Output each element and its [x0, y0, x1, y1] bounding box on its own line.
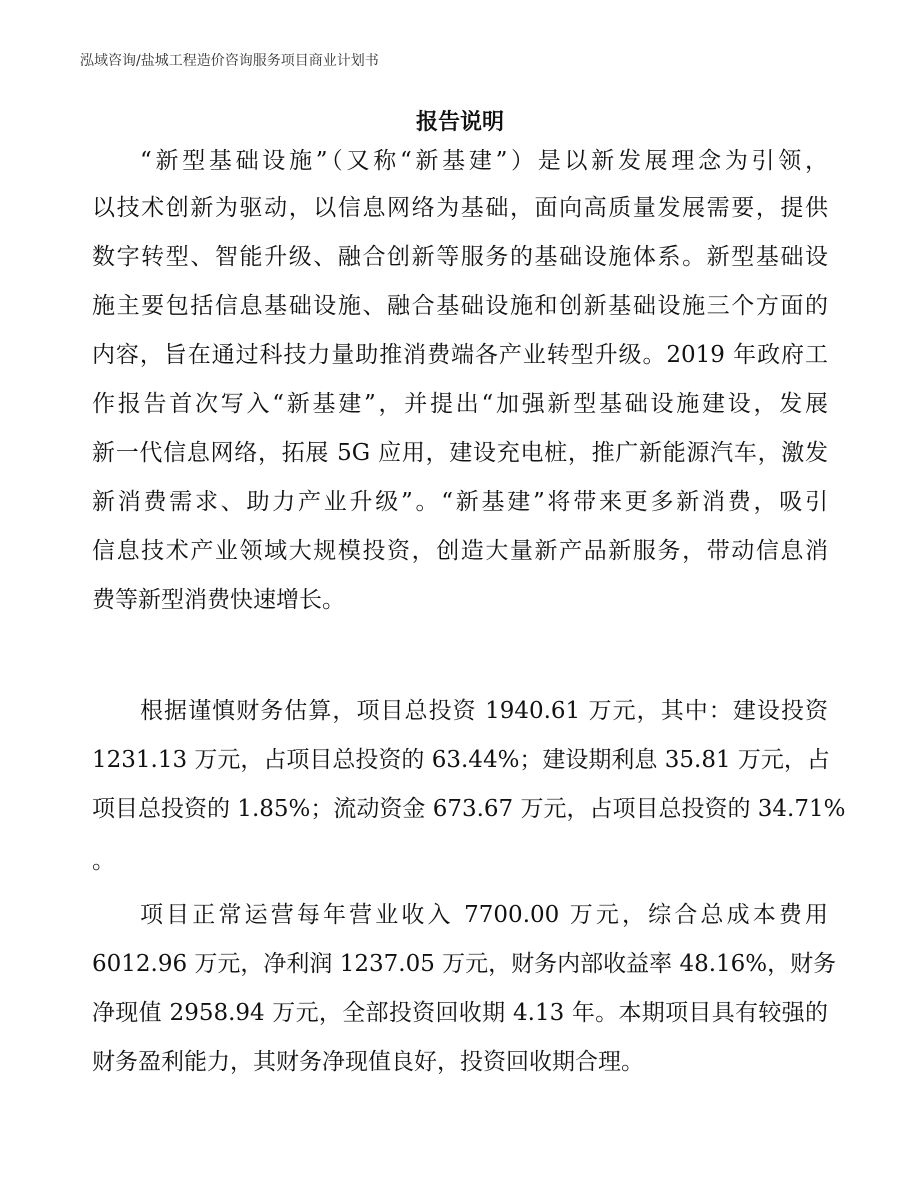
document-header: 泓域咨询/盐城工程造价咨询服务项目商业计划书: [80, 53, 379, 69]
text-line: 6012.96 万元，净利润 1237.05 万元，财务内部收益率 48.16%，财务: [92, 951, 837, 977]
text-line: 新一代信息网络，拓展 5G 应用，建设充电桩，推广新能源汽车，激发: [92, 440, 828, 466]
text-line: 净现值 2958.94 万元，全部投资回收期 4.13 年。本期项目具有较强的: [92, 1000, 828, 1026]
text-line: 内容，旨在通过科技力量助推消费端各产业转型升级。2019 年政府工: [92, 342, 828, 368]
text-line: 数字转型、智能升级、融合创新等服务的基础设施体系。新型基础设: [92, 244, 828, 270]
text-line: 新消费需求、助力产业升级”。“新基建”将带来更多新消费，吸引: [92, 489, 828, 515]
section-title: 报告说明: [415, 110, 504, 135]
text-line: 项目正常运营每年营业收入 7700.00 万元，综合总成本费用: [140, 902, 828, 928]
text-line: 作报告首次写入“新基建”，并提出“加强新型基础设施建设，发展: [92, 391, 828, 417]
text-line: 信息技术产业领域大规模投资，创造大量新产品新服务，带动信息消: [92, 538, 828, 564]
text-line: 1231.13 万元，占项目总投资的 63.44%；建设期利息 35.81 万元，占: [92, 747, 830, 773]
text-line: 施主要包括信息基础设施、融合基础设施和创新基础设施三个方面的: [92, 293, 828, 319]
text-line: 费等新型消费快速增长。: [92, 587, 345, 613]
text-line: 根据谨慎财务估算，项目总投资 1940.61 万元，其中：建设投资: [140, 698, 828, 724]
text-line: 财务盈利能力，其财务净现值良好，投资回收期合理。: [92, 1049, 644, 1075]
text-line: “新型基础设施”（又称“新基建”）是以新发展理念为引领，: [140, 148, 828, 174]
text-line: 。: [92, 848, 115, 874]
text-line: 项目总投资的 1.85%；流动资金 673.67 万元，占项目总投资的 34.71%: [92, 796, 846, 822]
text-line: 以技术创新为驱动，以信息网络为基础，面向高质量发展需要，提供: [92, 195, 828, 221]
